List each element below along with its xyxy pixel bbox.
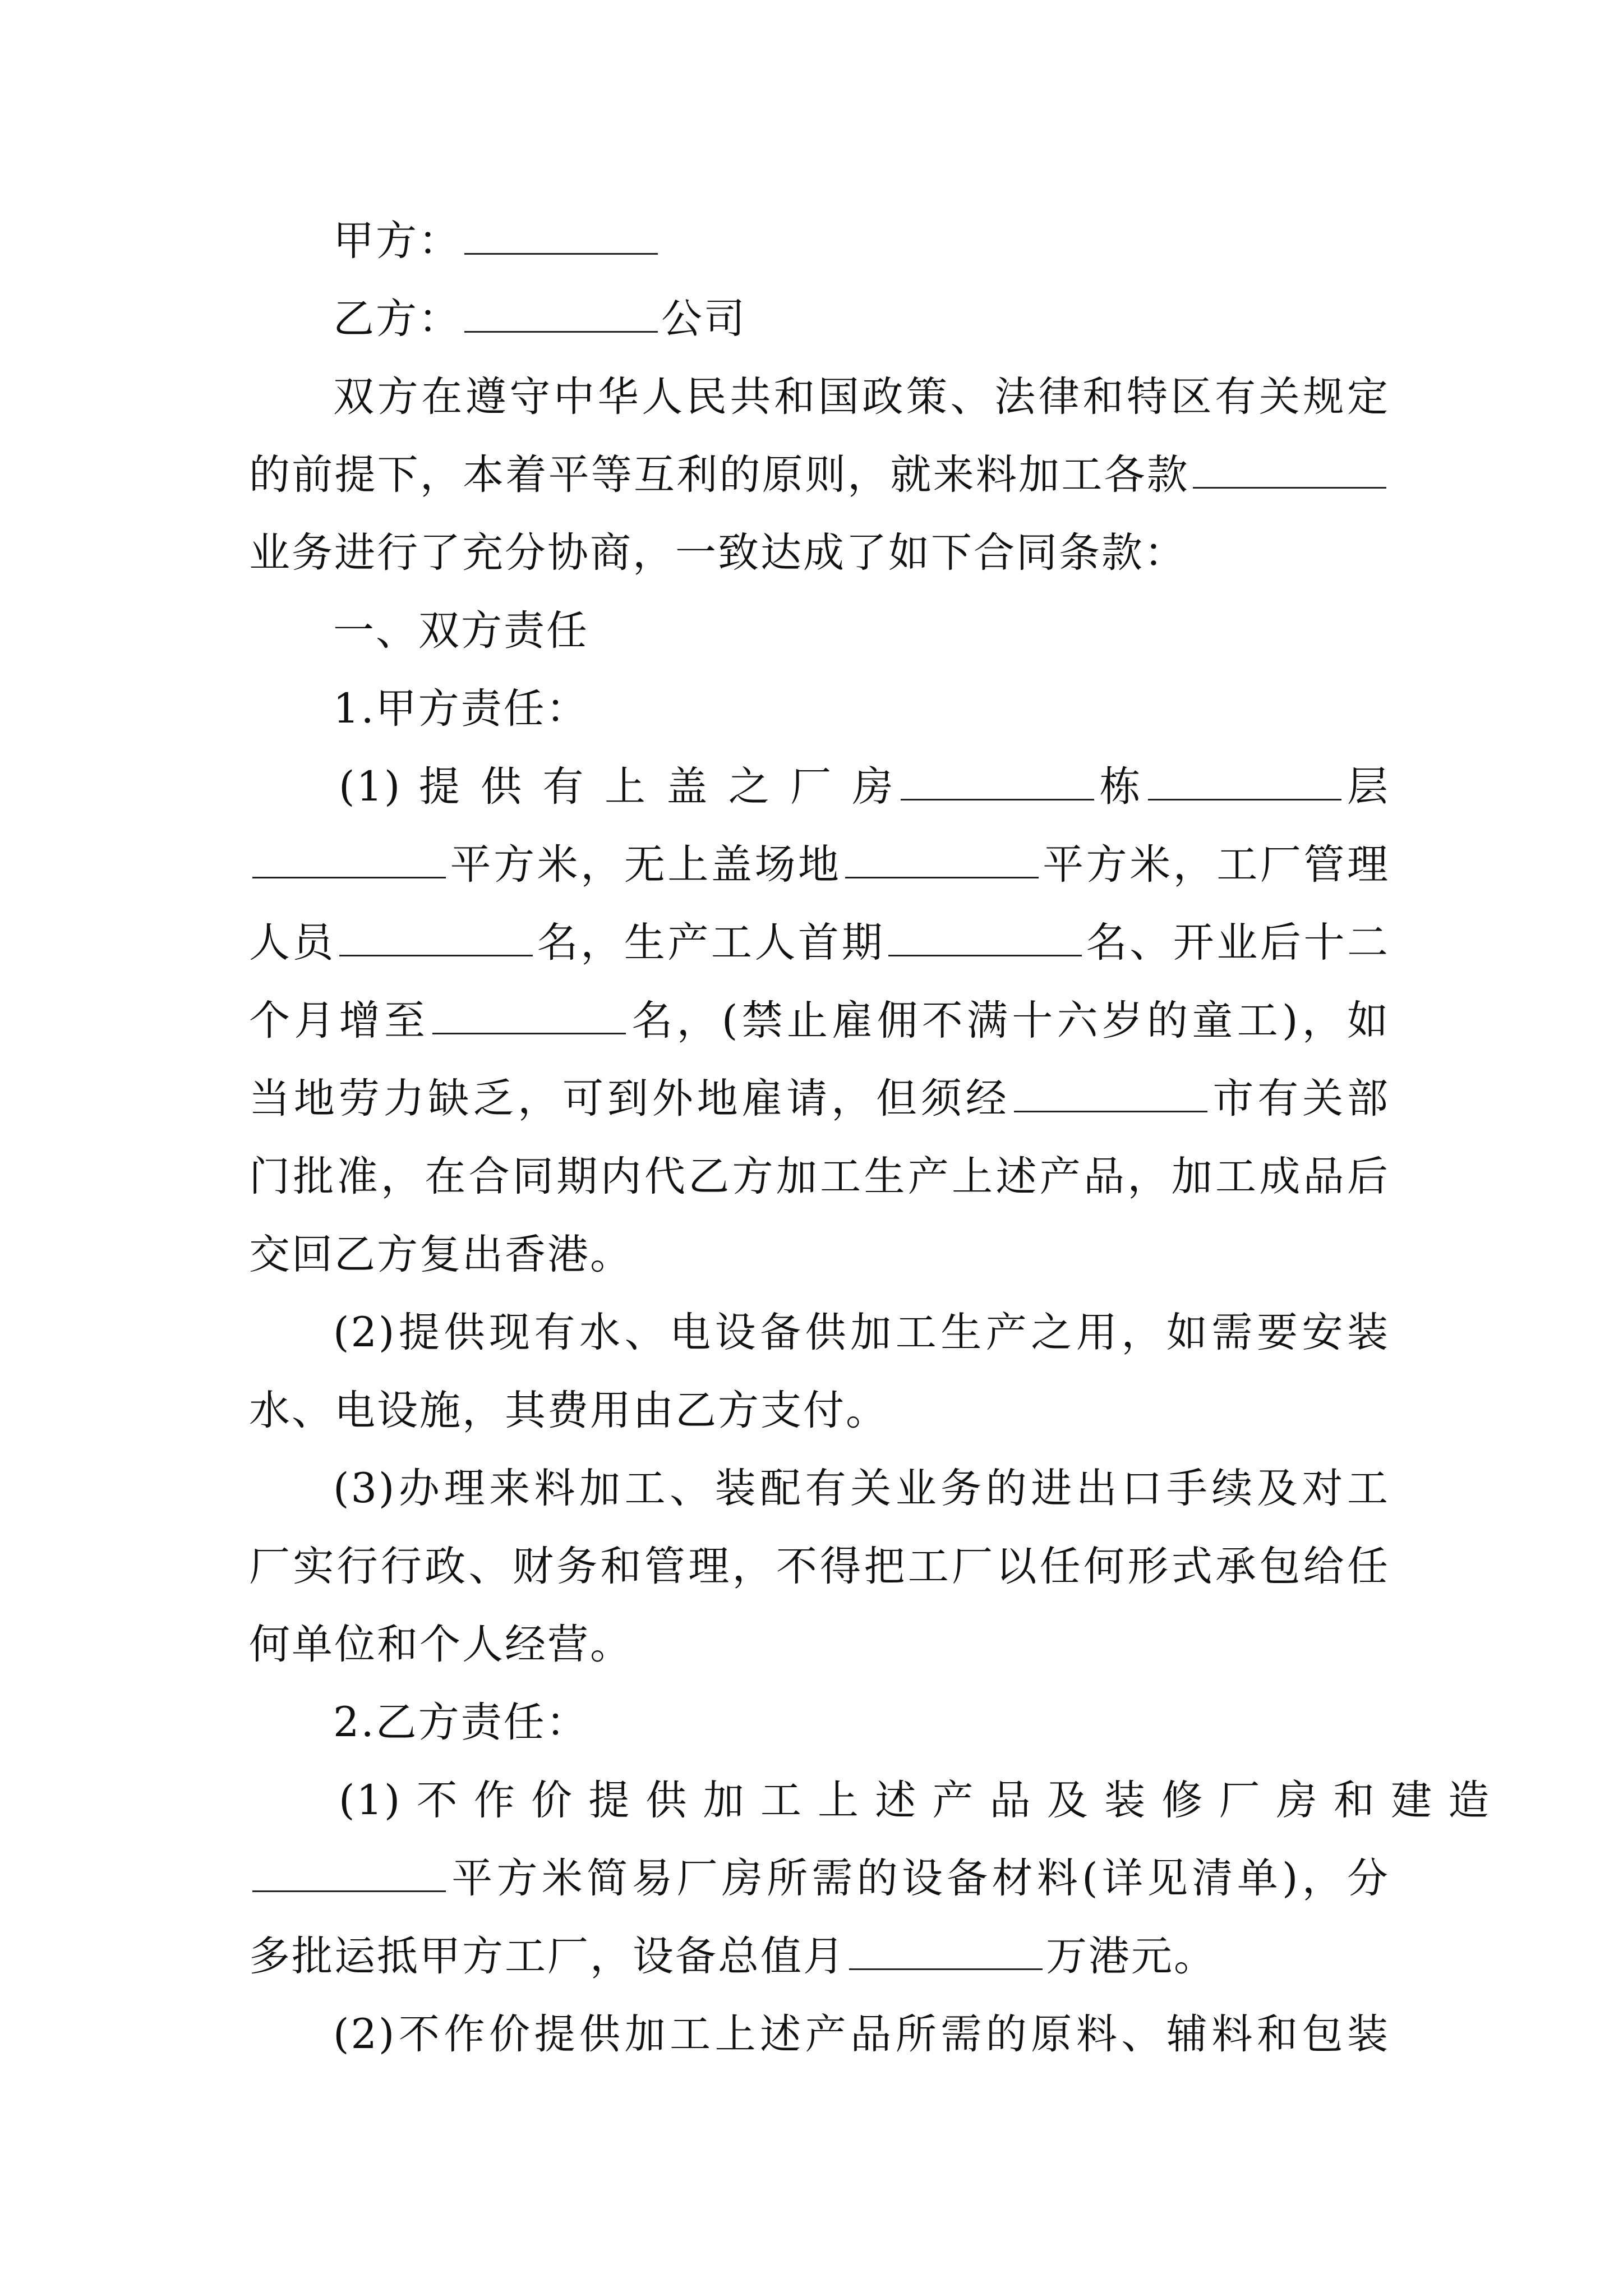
text: (3)办理来料加工、装配有关业务的进出口手续及对工 — [333, 1465, 1390, 1512]
covered-area-blank — [252, 844, 446, 878]
clause-a3-line-3 — [249, 1605, 1390, 1683]
uncovered-area-blank — [845, 844, 1039, 878]
text: 多批运抵甲方工厂，设备总值月 — [249, 1932, 846, 1980]
text: 平方米，无上盖场地 — [449, 841, 842, 889]
clause-a1-line-3 — [249, 904, 1390, 982]
section-heading-1 — [249, 592, 1390, 670]
equipment-value-blank — [849, 1936, 1043, 1970]
clause-a1-line-5 — [249, 1060, 1390, 1138]
text: 市有关部 — [1210, 1075, 1390, 1122]
party-b-suffix: 公司 — [661, 295, 746, 343]
text: 名，生产工人首期 — [536, 919, 886, 967]
floor-count-blank — [1148, 766, 1341, 800]
workers-increase-blank — [432, 1000, 626, 1034]
business-blank — [1193, 454, 1386, 489]
text: 层 — [1344, 763, 1390, 811]
clause-a1-line-4 — [249, 982, 1390, 1060]
preamble-line-1 — [249, 358, 1390, 436]
building-count-blank — [901, 766, 1094, 800]
city-blank — [1014, 1078, 1207, 1112]
clause-a3-line-2 — [249, 1527, 1390, 1605]
text: 名、开业后十二 — [1085, 919, 1390, 967]
preamble-line-2 — [249, 436, 1390, 514]
clause-b1-line-2 — [249, 1839, 1390, 1917]
clause-b1-line-3 — [249, 1917, 1390, 1995]
text: 的前提下，本着平等互利的原则，就来料加工各款 — [249, 451, 1189, 499]
clause-a2-line-1 — [249, 1294, 1390, 1372]
party-b-line — [249, 280, 1390, 358]
clause-a1-line-7 — [249, 1216, 1390, 1294]
text: 交回乙方复出香港。 — [249, 1231, 633, 1278]
text: 名，(禁止雇佣不满十六岁的童工)，如 — [629, 997, 1390, 1045]
text: (1) 提 供 有 上 盖 之 厂 房 — [339, 763, 897, 811]
text: 1.甲方责任： — [333, 685, 589, 733]
text: 水、电设施，其费用由乙方支付。 — [249, 1387, 888, 1434]
party-a-label: 甲方： — [333, 217, 461, 265]
managers-blank — [339, 922, 533, 956]
text: 平方米，工厂管理 — [1041, 841, 1390, 889]
text: 门批准，在合同期内代乙方加工生产上述产品，加工成品后 — [249, 1153, 1390, 1200]
clause-a1-line-6 — [249, 1138, 1390, 1216]
text: 厂实行行政、财务和管理，不得把工厂以任何形式承包给任 — [249, 1543, 1390, 1590]
party-b-duties-heading — [249, 1683, 1390, 1761]
text: 双方在遵守中华人民共和国政策、法律和特区有关规定 — [333, 373, 1390, 421]
text: 个月增至 — [249, 997, 430, 1045]
text: (1) 不 作 价 提 供 加 工 上 述 产 品 及 装 修 厂 房 和 建 造 — [339, 1777, 1491, 1824]
party-b-blank — [464, 298, 658, 333]
party-a-blank — [464, 220, 658, 255]
clause-b2-line-1 — [249, 1995, 1390, 2073]
party-a-line — [249, 202, 1390, 280]
text: 平方米简易厂房所需的设备材料(详见清单)，分 — [449, 1855, 1390, 1902]
text: 万港元。 — [1046, 1932, 1216, 1980]
clause-a3-line-1 — [249, 1450, 1390, 1527]
clause-b1-line-1 — [249, 1761, 1491, 1839]
text: 业务进行了充分协商，一致达成了如下合同条款： — [249, 529, 1187, 577]
clause-a1-line-2 — [249, 826, 1390, 904]
workers-blank — [888, 922, 1082, 956]
text: 人员 — [249, 919, 336, 967]
clause-a1-line-1 — [249, 748, 1390, 826]
text: 栋 — [1097, 763, 1145, 811]
party-b-label: 乙方： — [333, 295, 461, 343]
simple-factory-area-blank — [252, 1858, 446, 1892]
text: 一、双方责任 — [333, 607, 589, 655]
contract-body — [249, 202, 1491, 2073]
party-a-duties-heading — [249, 670, 1390, 748]
preamble-line-3 — [249, 514, 1390, 592]
text: (2)不作价提供加工上述产品所需的原料、辅料和包装 — [333, 2010, 1390, 2058]
clause-a2-line-2 — [249, 1372, 1390, 1450]
text: 当地劳力缺乏，可到外地雇请，但须经 — [249, 1075, 1011, 1122]
text: (2)提供现有水、电设备供加工生产之用，如需要安装 — [333, 1309, 1390, 1356]
text: 何单位和个人经营。 — [249, 1621, 633, 1668]
text: 2.乙方责任： — [333, 1699, 589, 1746]
